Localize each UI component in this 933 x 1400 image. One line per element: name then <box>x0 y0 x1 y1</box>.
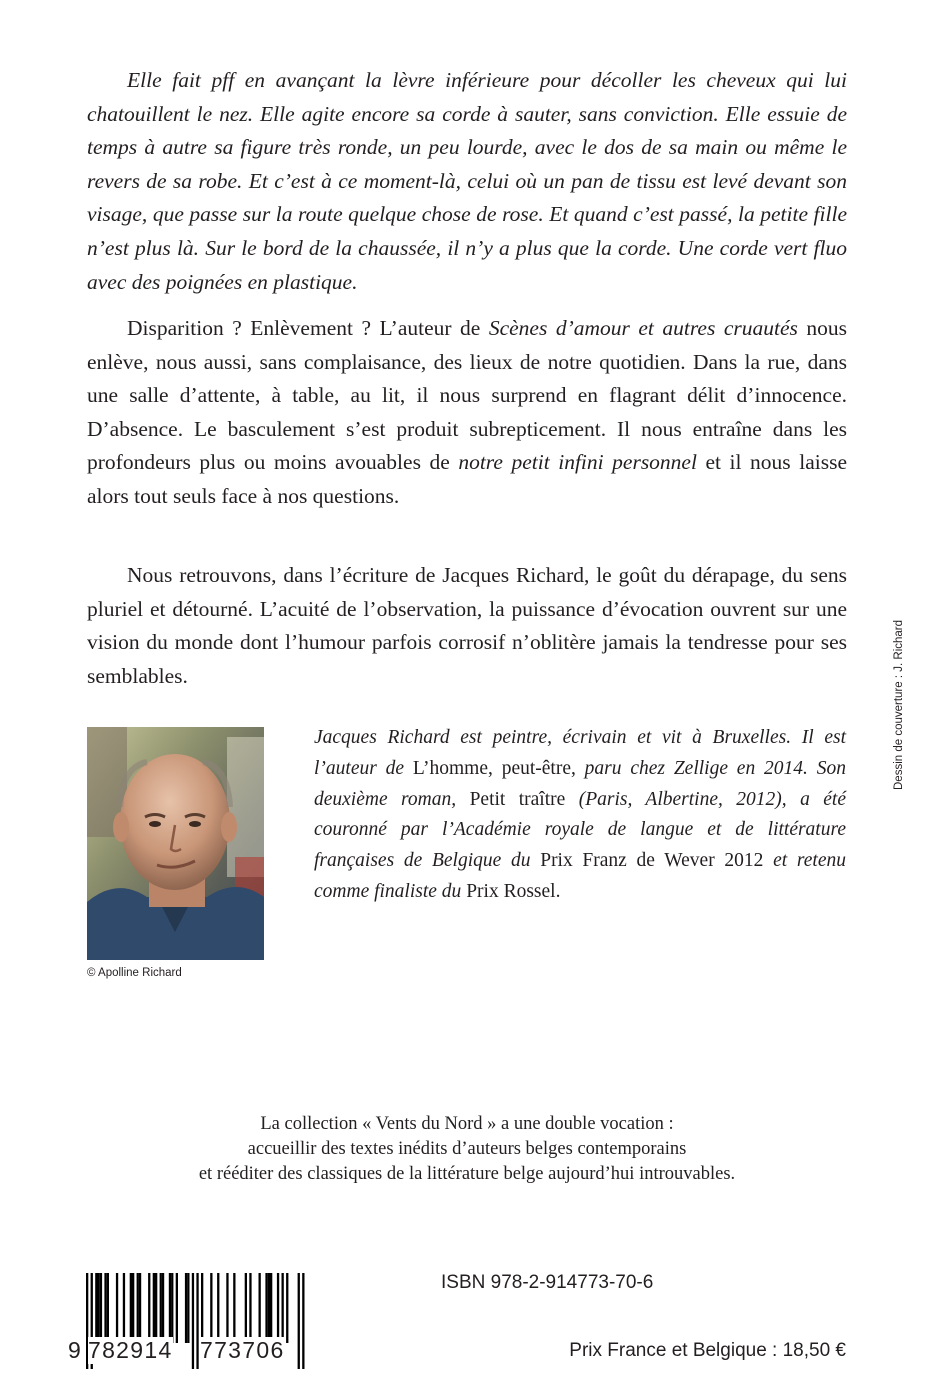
barcode-bar <box>259 1273 261 1343</box>
isbn: ISBN 978-2-914773-70-6 <box>441 1272 654 1293</box>
description-paragraph <box>87 312 847 514</box>
collection-line-2: accueillir des textes inédits d’auteurs belges contemporains <box>247 1139 687 1159</box>
barcode-bar <box>171 1273 173 1343</box>
collection-note <box>87 1112 847 1187</box>
barcode-bar <box>139 1273 141 1343</box>
barcode-bar <box>98 1273 100 1343</box>
barcode-bar <box>282 1273 284 1343</box>
barcode-bar <box>187 1273 189 1343</box>
bio-prize-1: Prix Franz de Wever 2012 <box>540 850 764 872</box>
barcode-bar <box>201 1273 203 1343</box>
barcode-bar <box>132 1273 134 1343</box>
bio-book-1: L’homme, peut-être, <box>412 757 576 779</box>
barcode-bar <box>104 1273 106 1343</box>
description-text-3: et il nous laisse alors tout seuls face à nos questions. <box>87 450 847 508</box>
author-bio <box>314 723 846 908</box>
barcode-digits <box>66 1337 311 1369</box>
style-paragraph: Nous retrouvons, dans l’écriture de Jacques Richard, le goût du dérapage, du sens pluriel et détourné. L’acuité de l’observation, la puissance d’évocation ouvrent sur une vision du monde dont l’humour parfois corrosif n’oblitère jamais la tendresse pour ses semblables. <box>87 563 847 688</box>
barcode-bar <box>265 1273 267 1343</box>
barcode-bar <box>245 1273 247 1343</box>
barcode-bar <box>268 1273 270 1343</box>
barcode-bar <box>153 1273 155 1343</box>
barcode-bar <box>100 1273 102 1343</box>
price: Prix France et Belgique : 18,50 € <box>569 1340 846 1361</box>
bio-prize-2: Prix Rossel. <box>466 880 561 902</box>
barcode-bar <box>123 1273 125 1343</box>
barcode-left-group: 782914 <box>88 1337 173 1363</box>
author-photo <box>87 727 264 960</box>
collection-line-1: La collection « Vents du Nord » a une double vocation : <box>260 1114 674 1134</box>
barcode-bar <box>270 1273 272 1343</box>
barcode-bar <box>137 1273 139 1343</box>
barcode-bar <box>233 1273 235 1343</box>
bio-text-3: (Paris, Albertine, 2012), a été couronné par l’Académie royale de langue et de littérature françaises de Belgique du <box>314 788 846 872</box>
intro-paragraph: Elle fait pff en avançant la lèvre inférieure pour décoller les cheveux qui lui chatouillent le nez. Elle agite encore sa corde à sauter, sans conviction. Elle essuie de temps à autre sa figure très ronde, un peu lourde, avec le dos de sa main ou même le revers de sa robe. Et c’est à ce moment-là, celui où un pan de tissu est levé devant son visage, que passe sur la route quelque chose de rose. Et quand c’est passé, la petite fille n’est plus là. Sur le bord de la chaussée, il n’y a plus que la corde. Une corde vert fluo avec des poignées en plastique. <box>87 68 847 294</box>
barcode-first-digit: 9 <box>68 1337 83 1363</box>
barcode-bar <box>185 1273 187 1343</box>
barcode-bar <box>277 1273 279 1343</box>
barcode-bar <box>116 1273 118 1343</box>
barcode-bar <box>95 1273 97 1343</box>
phrase-italic: notre petit infini personnel <box>458 450 697 475</box>
photo-credit: © Apolline Richard <box>87 967 182 979</box>
barcode-bar <box>130 1273 132 1343</box>
description-text-2: nous enlève, nous aussi, sans complaisance, des lieux de notre quotidien. Dans la rue, dans une salle d’attente, à table, au lit, il nous surprend en flagrant délit d’innocence. D’absence. Le basculement s’est produit subrepticement. Il nous entraîne dans les profondeurs plus ou moins avouables de <box>87 316 848 475</box>
barcode-bar <box>176 1273 178 1343</box>
bio-text-1: Jacques Richard est peintre, écrivain et vit à Bruxelles. Il est l’auteur de <box>314 727 846 779</box>
bio-book-2: Petit traître <box>469 788 566 810</box>
book-title-italic: Scènes d’amour et autres cruautés <box>488 316 798 340</box>
barcode-bar <box>210 1273 212 1343</box>
barcode-bar <box>155 1273 157 1343</box>
barcode-bar <box>148 1273 150 1343</box>
cover-credit: Dessin de couverture : J. Richard <box>893 619 905 790</box>
barcode-bar <box>107 1273 109 1343</box>
barcode-right-group: 773706 <box>200 1337 285 1363</box>
barcode-bar <box>249 1273 251 1343</box>
barcode-bar <box>217 1273 219 1343</box>
barcode-bar <box>162 1273 164 1343</box>
barcode-bar <box>286 1273 288 1343</box>
barcode-bar <box>169 1273 171 1343</box>
bio-text-4: et retenu comme finaliste du <box>314 850 847 902</box>
description-text-1: Disparition ? Enlèvement ? L’auteur de <box>127 316 489 340</box>
collection-line-3: et rééditer des classiques de la littérature belge aujourd’hui introuvables. <box>198 1164 736 1184</box>
bio-text-2: paru chez Zellige en 2014. Son deuxième roman, <box>314 757 846 810</box>
barcode-bar <box>226 1273 228 1343</box>
barcode-bar <box>160 1273 162 1343</box>
